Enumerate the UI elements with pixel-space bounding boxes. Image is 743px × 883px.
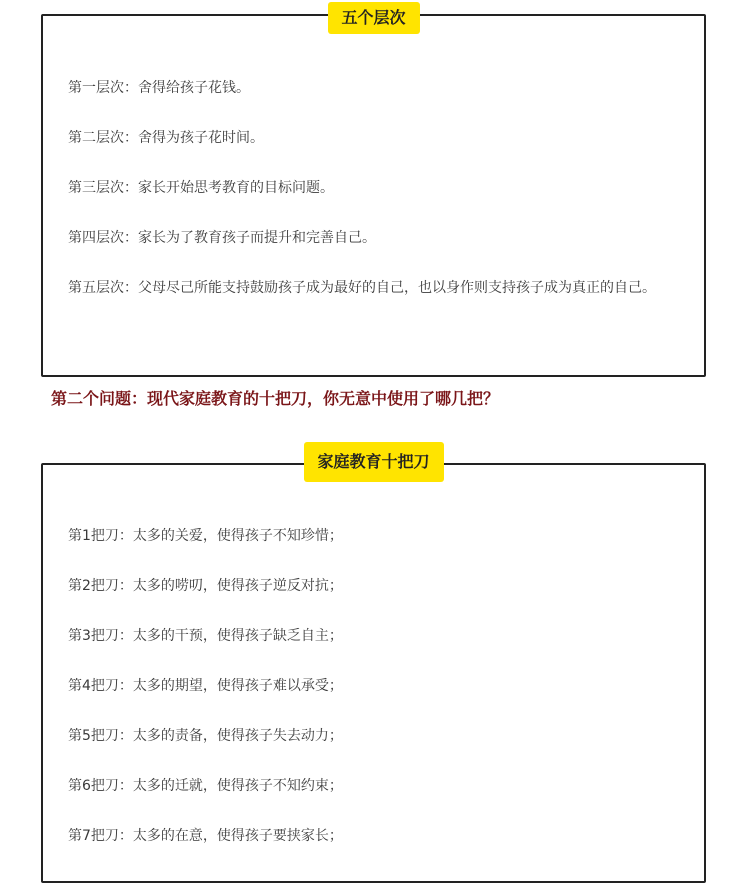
five-levels-box: [41, 8, 706, 377]
level-item-1: 第一层次：舍得给孩子花钱。: [68, 80, 250, 96]
knife-item-5: 第5把刀：太多的责备，使得孩子失去动力；: [68, 728, 343, 744]
knife-item-1: 第1把刀：太多的关爱，使得孩子不知珍惜；: [68, 528, 343, 544]
ten-knives-list: [68, 524, 680, 874]
second-question-heading: 第二个问题：现代家庭教育的十把刀，你无意中使用了哪几把？: [51, 389, 500, 408]
level-item-3: 第三层次：家长开始思考教育的目标问题。: [68, 180, 334, 196]
level-item-2: 第二层次：舍得为孩子花时间。: [68, 130, 264, 146]
knife-item-6: 第6把刀：太多的迁就，使得孩子不知约束；: [68, 778, 343, 794]
knife-item-2: 第2把刀：太多的唠叨，使得孩子逆反对抗；: [68, 578, 343, 594]
five-levels-list: [68, 76, 680, 326]
five-levels-title: 五个层次: [327, 2, 419, 34]
ten-knives-title: 家庭教育十把刀: [303, 442, 443, 482]
level-item-5: 第五层次：父母尽己所能支持鼓励孩子成为最好的自己，也以身作则支持孩子成为真正的自己。: [68, 280, 656, 296]
knife-item-3: 第3把刀：太多的干预，使得孩子缺乏自主；: [68, 628, 343, 644]
knife-item-7: 第7把刀：太多的在意，使得孩子要挟家长；: [68, 828, 343, 844]
level-item-4: 第四层次：家长为了教育孩子而提升和完善自己。: [68, 230, 376, 246]
ten-knives-box: [41, 452, 706, 883]
knife-item-4: 第4把刀：太多的期望，使得孩子难以承受；: [68, 678, 343, 694]
